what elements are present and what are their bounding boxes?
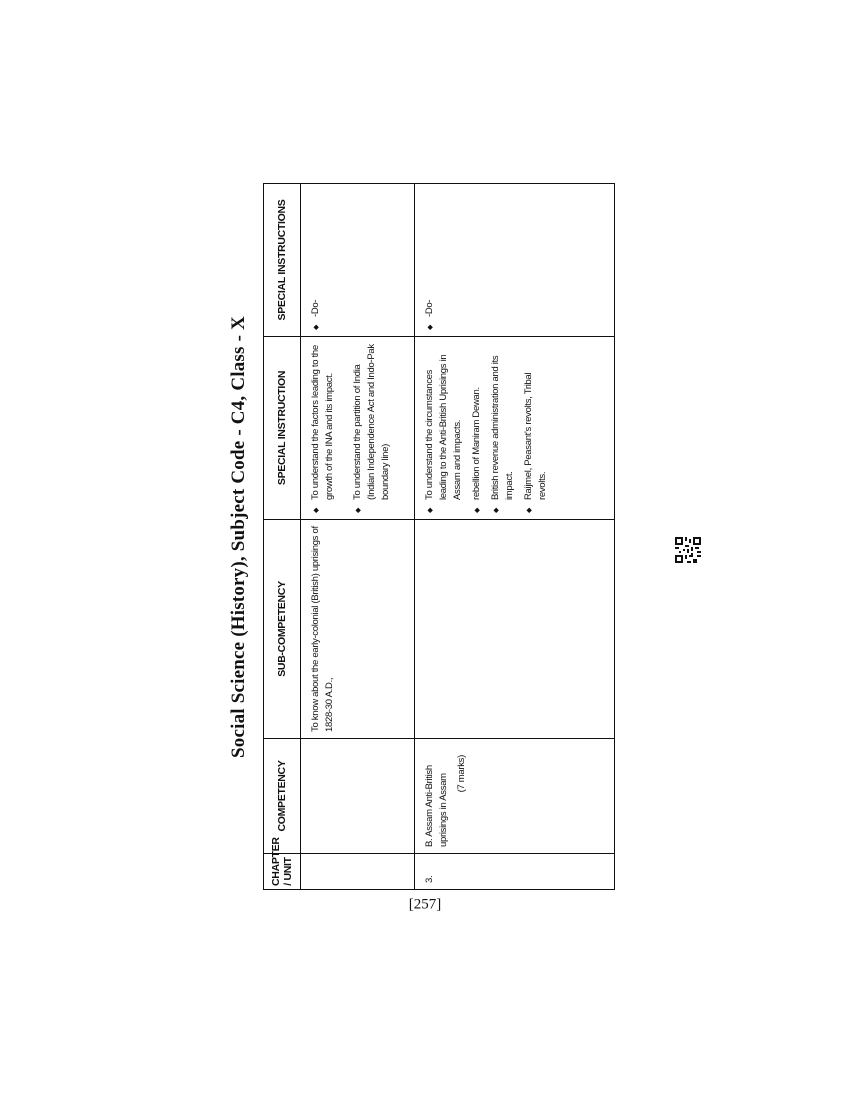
list-item: ◆ To understand the circumstances leading to the Anti-British Uprisings in Assam and impacts. [423, 343, 465, 513]
list-item: ◆ British revenue administration and its impact. [489, 343, 517, 513]
list-item: ◆ -Do- [309, 190, 323, 330]
row2-chapter: 3. [415, 854, 615, 890]
row2-competency [415, 739, 615, 854]
table-header-row [264, 184, 301, 890]
header-special-instructions: SPECIAL INSTRUCTIONS [264, 184, 301, 337]
header-sub-competency: SUB-COMPETENCY [264, 520, 301, 739]
header-special-instruction: SPECIAL INSTRUCTION [264, 337, 301, 520]
qr-code-icon [675, 537, 701, 563]
row2-competency-text: B. Assam Anti-British uprisings in Assam [424, 765, 449, 847]
row1-chapter [301, 854, 415, 890]
list-item: ◆ rebellion of Maniram Dewan. [470, 343, 484, 513]
page-title: Social Science (History), Subject Code - C4, Class - X [228, 316, 249, 758]
row1-special-instructions-list [309, 190, 323, 330]
row2-competency-marks: (7 marks) [456, 755, 467, 793]
table-row [301, 184, 415, 890]
row2-special-instructions-list [423, 190, 437, 330]
list-item: ◆ To understand the partition of India (Indian Independence Act and Indo-Pak boundary line) [351, 343, 393, 513]
row2-instruction-list [423, 343, 550, 513]
row1-special-instruction [301, 337, 415, 520]
page-number: [257] [408, 896, 442, 913]
list-item: ◆ To understand the factors leading to the growth of the INA and its impact. [309, 343, 337, 513]
list-item: ◆ Raijmel, Peasant's revolts, Tribal revolts. [522, 343, 550, 513]
syllabus-table [263, 183, 615, 890]
header-chapter-unit: CHAPTER / UNIT [264, 854, 301, 890]
header-competency: COMPETENCY [264, 739, 301, 854]
syllabus-table-container [263, 184, 599, 890]
row2-sub-competency [415, 520, 615, 739]
row1-competency [301, 739, 415, 854]
row2-special-instructions [415, 184, 615, 337]
list-item: ◆ -Do- [423, 190, 437, 330]
row2-special-instruction [415, 337, 615, 520]
row1-special-instructions [301, 184, 415, 337]
table-row [415, 184, 615, 890]
row1-sub-competency: To know about the early-colonial (British) uprisings of 1828-30 A.D., [301, 520, 415, 739]
row1-instruction-list [309, 343, 393, 513]
